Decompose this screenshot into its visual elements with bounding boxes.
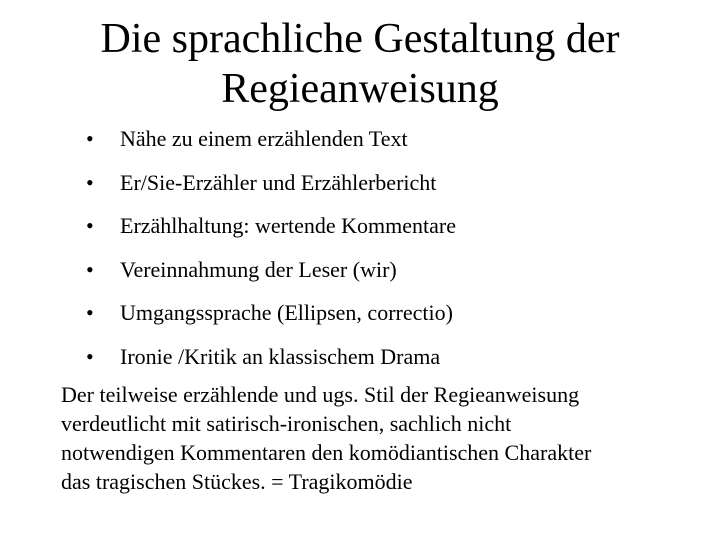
bullet-dot-icon: • bbox=[86, 300, 94, 325]
summary-line: das tragischen Stückes. = Tragikomödie bbox=[61, 469, 413, 494]
slide-title-line-1: Die sprachliche Gestaltung der bbox=[100, 16, 620, 62]
summary-line: Der teilweise erzählende und ugs. Stil der Regieanweisung bbox=[61, 382, 580, 407]
bullet-text: Er/Sie-Erzähler und Erzählerbericht bbox=[120, 169, 437, 195]
bullet-dot-icon: • bbox=[86, 126, 94, 151]
summary-paragraph bbox=[61, 380, 661, 496]
bullet-dot-icon: • bbox=[86, 343, 94, 369]
bullet-text: Erzählhaltung: wertende Kommentare bbox=[120, 213, 456, 238]
bullet-text: Ironie /Kritik an klassischem Drama bbox=[120, 343, 441, 369]
bullet-dot-icon: • bbox=[86, 169, 94, 195]
bullet-dot-icon: • bbox=[86, 213, 94, 238]
bullet-text: Nähe zu einem erzählenden Text bbox=[120, 126, 408, 151]
summary-line: verdeutlicht mit satirisch-ironischen, sachlich nicht bbox=[61, 411, 512, 436]
slide-title-line-2: Regieanweisung bbox=[221, 66, 499, 112]
summary-line: notwendigen Kommentaren den komödiantischen Charakter bbox=[61, 440, 592, 465]
bullet-text: Umgangssprache (Ellipsen, correctio) bbox=[120, 300, 453, 325]
bullet-dot-icon: • bbox=[86, 256, 94, 282]
slide-title bbox=[60, 14, 660, 114]
bullet-text: Vereinnahmung der Leser (wir) bbox=[120, 256, 397, 282]
